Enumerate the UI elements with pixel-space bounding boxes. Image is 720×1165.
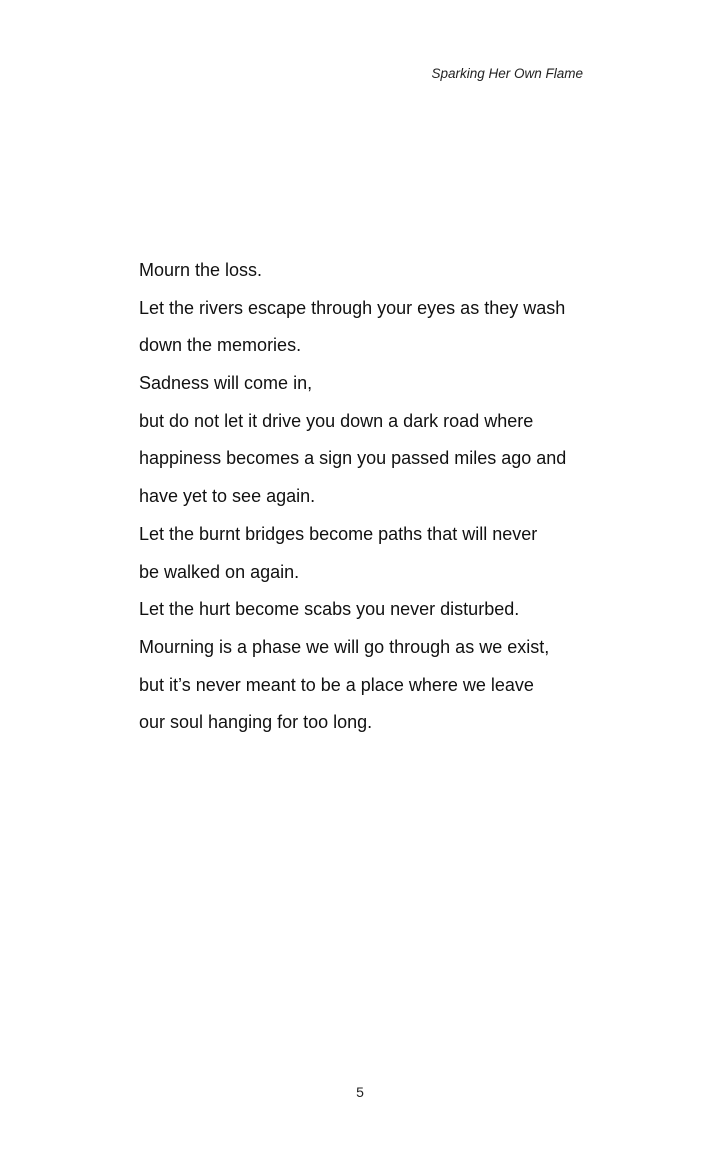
poem-line: but do not let it drive you down a dark road where <box>139 410 534 431</box>
poem-line: be walked on again. <box>139 561 300 582</box>
poem-line: have yet to see again. <box>139 486 316 507</box>
poem-line: Mourning is a phase we will go through as we exist, <box>139 636 550 657</box>
poem-line: down the memories. <box>139 335 302 356</box>
poem-body <box>139 252 599 742</box>
page-number: 5 <box>356 1084 364 1100</box>
poem-line: Let the rivers escape through your eyes as they wash <box>139 297 566 318</box>
poem-line: happiness becomes a sign you passed miles ago and <box>139 448 567 469</box>
running-header-title: Sparking Her Own Flame <box>431 66 583 81</box>
poem-line: Let the burnt bridges become paths that will never <box>139 523 538 544</box>
poem-line: but it’s never meant to be a place where we leave <box>139 674 534 695</box>
poem-line: our soul hanging for too long. <box>139 712 373 733</box>
poem-line: Mourn the loss. <box>139 260 263 280</box>
poem-line: Sadness will come in, <box>139 373 313 394</box>
poem-line: Let the hurt become scabs you never disturbed. <box>139 599 520 620</box>
